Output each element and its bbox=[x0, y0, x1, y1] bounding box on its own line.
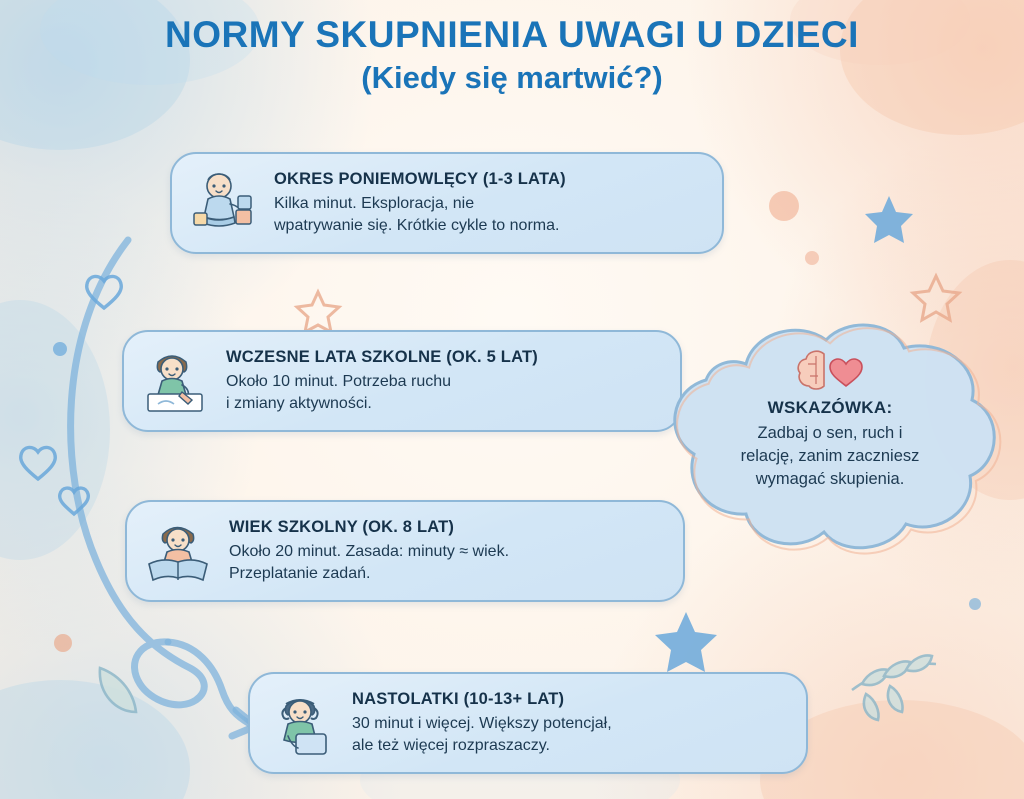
card-title: OKRES PONIEMOWLĘCY (1-3 LATA) bbox=[274, 169, 566, 188]
card-text-block bbox=[352, 690, 786, 757]
age-stage-card-school-age[interactable] bbox=[125, 500, 685, 602]
card-body-line-2: ale też więcej rozpraszaczy. bbox=[352, 736, 550, 754]
age-stage-card-toddler[interactable] bbox=[170, 152, 724, 254]
card-title: WIEK SZKOLNY (OK. 8 LAT) bbox=[229, 517, 455, 536]
card-title: NASTOLATKI (10-13+ LAT) bbox=[352, 689, 565, 708]
tip-body-line-1: Zadbaj o sen, ruch i bbox=[757, 424, 903, 442]
child-reading-book-icon bbox=[141, 514, 215, 588]
tip-body-line-3: wymagać skupienia. bbox=[755, 470, 905, 489]
card-text-block bbox=[229, 518, 663, 585]
card-body-line-1: Około 20 minut. Zasada: minuty ≈ wiek. bbox=[229, 543, 510, 561]
child-drawing-icon bbox=[138, 344, 212, 418]
page-subtitle: (Kiedy się martwić?) bbox=[361, 60, 663, 96]
card-text-block bbox=[274, 170, 702, 237]
teen-with-tablet-icon bbox=[264, 686, 338, 760]
age-stage-card-teens[interactable] bbox=[248, 672, 808, 774]
tip-body-line-2: relację, zanim zaczniesz bbox=[740, 447, 920, 466]
card-body-line-2: wpatrywanie się. Krótkie cykle to norma. bbox=[274, 216, 560, 234]
card-body-line-2: i zmiany aktywności. bbox=[226, 394, 372, 412]
brain-heart-icon bbox=[794, 348, 866, 390]
age-stage-card-early-school[interactable] bbox=[122, 330, 682, 432]
card-title: WCZESNE LATA SZKOLNE (OK. 5 LAT) bbox=[226, 347, 538, 366]
card-text-block bbox=[226, 348, 660, 415]
card-body-line-1: Około 10 minut. Potrzeba ruchu bbox=[226, 373, 452, 391]
card-body-line-2: Przeplatanie zadań. bbox=[229, 564, 371, 582]
card-body-line-1: Kilka minut. Eksploracja, nie bbox=[274, 195, 475, 213]
page-title: NORMY SKUPNIENIA UWAGI U DZIECI bbox=[165, 14, 859, 55]
tip-cloud[interactable] bbox=[650, 312, 1010, 562]
card-body-line-1: 30 minut i więcej. Większy potencjał, bbox=[352, 715, 612, 733]
tip-content bbox=[684, 348, 976, 491]
baby-with-blocks-icon bbox=[186, 166, 260, 240]
page-header bbox=[0, 14, 1024, 97]
tip-title: WSKAZÓWKA: bbox=[767, 398, 893, 417]
